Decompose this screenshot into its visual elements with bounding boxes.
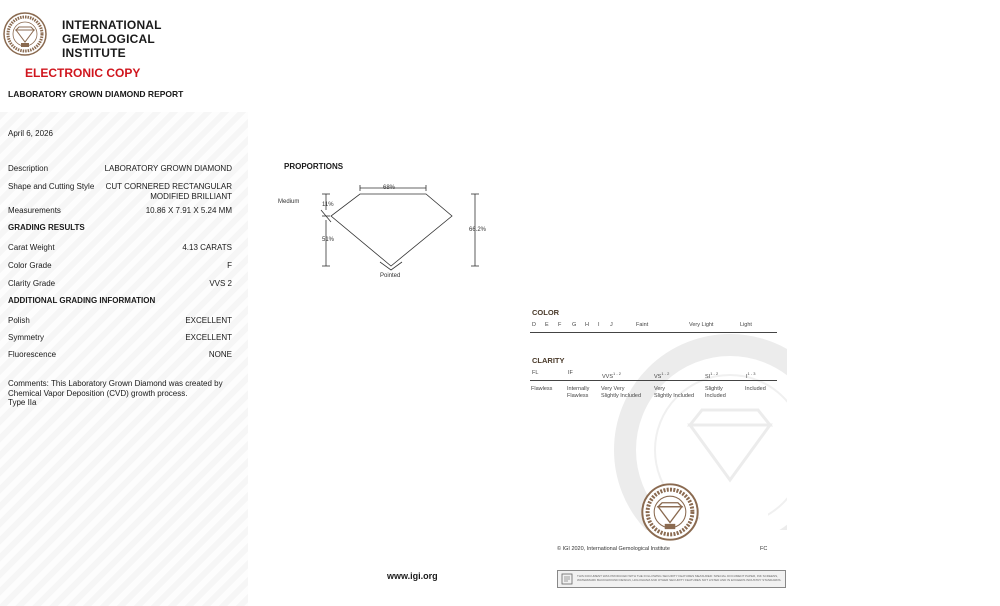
shape-label: Shape and Cutting Style xyxy=(8,182,95,191)
copyright-text: © IGI 2020, International Gemological Institute xyxy=(557,546,670,552)
symmetry-label: Symmetry xyxy=(8,333,44,342)
color-grade-h: H xyxy=(585,322,589,328)
polish-value: EXCELLENT xyxy=(185,316,232,325)
clarity-code-if: IF xyxy=(568,370,573,376)
report-date: April 6, 2026 xyxy=(8,129,53,138)
clarity-grade-value: VVS 2 xyxy=(209,279,232,288)
color-grade-e: E xyxy=(545,322,549,328)
clarity-desc-si: Slightly Included xyxy=(705,386,726,399)
culet-label: Pointed xyxy=(380,273,401,279)
color-scale-rule xyxy=(530,332,777,333)
electronic-copy-label: ELECTRONIC COPY xyxy=(25,66,141,80)
comments-text: Comments: This Laboratory Grown Diamond was created by Chemical Vapor Deposition (CVD) growth process. xyxy=(8,379,223,398)
clarity-scale-rule xyxy=(530,380,777,381)
proportions-diagram xyxy=(318,182,488,272)
clarity-code-vs: VS$^{1 - 2}$ xyxy=(654,371,670,380)
carat-label: Carat Weight xyxy=(8,243,55,252)
form-code: FC xyxy=(760,546,768,552)
girdle-label: Medium xyxy=(278,199,300,205)
clarity-code-si: SI$^{1 - 2}$ xyxy=(705,371,719,380)
pavilion-percent: 51% xyxy=(322,237,335,243)
institute-name: INTERNATIONAL GEMOLOGICAL INSTITUTE xyxy=(62,18,162,60)
clarity-desc-if: Internally Flawless xyxy=(567,386,590,399)
shape-value-2: MODIFIED BRILLIANT xyxy=(150,192,232,201)
diamond-type: Type IIa xyxy=(8,398,37,407)
crown-percent: 11% xyxy=(322,202,334,208)
color-grade-label: Color Grade xyxy=(8,261,52,270)
report-title: LABORATORY GROWN DIAMOND REPORT xyxy=(8,89,184,99)
color-grade-value: F xyxy=(227,261,232,270)
clarity-code-vvs: VVS$^{1 - 2}$ xyxy=(602,371,622,380)
fluorescence-value: NONE xyxy=(208,350,232,359)
color-band-very-light: Very Light xyxy=(689,322,714,328)
description-label: Description xyxy=(8,164,49,173)
color-scale-heading: COLOR xyxy=(532,308,560,317)
color-band-faint: Faint xyxy=(636,322,649,328)
security-features-text: THIS DOCUMENT WAS PRODUCED WITH THE FOLLOWING SECURITY FEATURES MEASURED: SPECIAL DOCUMENT PAPER, INK SCREENS, WATERMARK BACKGROUND DESIGN, HOLOGRAM AND OTHER SECURITY FEATURES NOT LISTED AND IN EXCEEDS INDUSTRY STANDARDS. xyxy=(577,574,782,582)
carat-value: 4.13 CARATS xyxy=(182,243,232,252)
table-percent: 68% xyxy=(383,185,396,191)
description-value: LABORATORY GROWN DIAMOND xyxy=(104,164,232,173)
color-band-light: Light xyxy=(740,322,752,328)
polish-label: Polish xyxy=(8,316,30,325)
fluorescence-label: Fluorescence xyxy=(8,350,57,359)
proportions-heading: PROPORTIONS xyxy=(284,162,344,171)
color-grade-g: G xyxy=(572,322,577,328)
color-grade-d: D xyxy=(532,322,536,328)
clarity-code-i: $I^{1 - 3}$ xyxy=(746,371,756,380)
clarity-desc-i: Included xyxy=(745,386,766,392)
document-security-icon xyxy=(561,573,573,585)
website-link[interactable]: www.igi.org xyxy=(387,571,438,581)
igi-seal-stamp-icon xyxy=(641,483,699,541)
measurements-label: Measurements xyxy=(8,206,61,215)
clarity-scale-heading: CLARITY xyxy=(532,356,565,365)
measurements-value: 10.86 X 7.91 X 5.24 MM xyxy=(145,206,232,215)
color-grade-i: I xyxy=(598,322,600,328)
seal-mask xyxy=(700,488,768,536)
total-depth-percent: 66.2% xyxy=(469,227,487,233)
symmetry-value: EXCELLENT xyxy=(185,333,232,342)
additional-info-heading: ADDITIONAL GRADING INFORMATION xyxy=(8,296,156,305)
comments xyxy=(8,379,238,408)
clarity-desc-vvs: Very Very Slightly Included xyxy=(601,386,642,399)
clarity-grade-label: Clarity Grade xyxy=(8,279,56,288)
shape-value: CUT CORNERED RECTANGULAR xyxy=(105,182,232,191)
clarity-code-fl: FL xyxy=(532,370,539,376)
color-grade-f: F xyxy=(558,322,562,328)
igi-seal-icon xyxy=(3,12,47,56)
clarity-desc-vs: Very Slightly Included xyxy=(654,386,695,399)
color-grade-j: J xyxy=(610,322,613,328)
clarity-desc-fl: Flawless xyxy=(531,386,553,392)
grading-results-heading: GRADING RESULTS xyxy=(8,223,85,232)
